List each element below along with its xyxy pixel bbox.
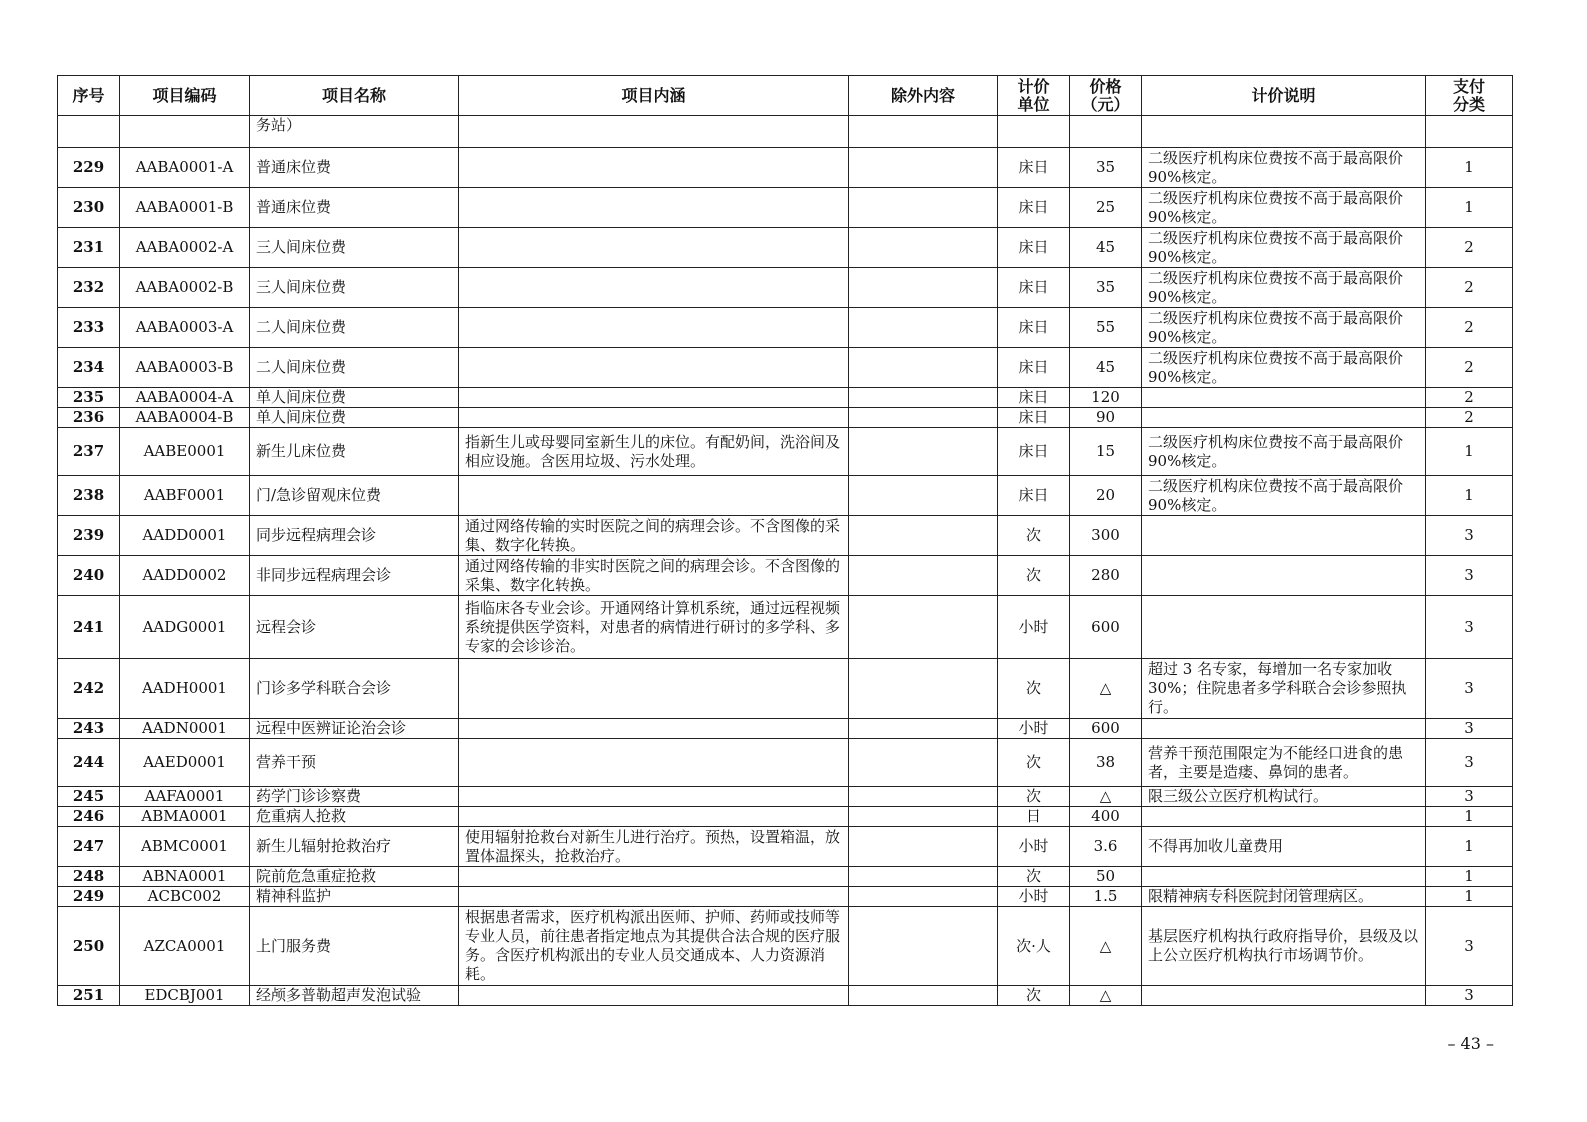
cell-content xyxy=(459,659,849,719)
cell-seq: 229 xyxy=(58,148,120,188)
cell-note: 二级医疗机构床位费按不高于最高限价 90%核定。 xyxy=(1142,228,1426,268)
cell-content: 指新生儿或母婴同室新生儿的床位。有配奶间，洗浴间及相应设施。含医用垃圾、污水处理。 xyxy=(459,428,849,476)
price-table xyxy=(57,75,1513,1006)
cell-note xyxy=(1142,388,1426,408)
cell-name: 同步远程病理会诊 xyxy=(250,516,459,556)
cell-pay: 2 xyxy=(1426,268,1513,308)
cell-pay: 3 xyxy=(1426,986,1513,1006)
cell-note: 二级医疗机构床位费按不高于最高限价 90%核定。 xyxy=(1142,348,1426,388)
cell-seq: 243 xyxy=(58,719,120,739)
cell-price: 400 xyxy=(1070,807,1142,827)
cell-name: 普通床位费 xyxy=(250,148,459,188)
cell-code: AABA0004-B xyxy=(120,408,250,428)
cell-price: 300 xyxy=(1070,516,1142,556)
cell-pay: 3 xyxy=(1426,556,1513,596)
cell-seq: 232 xyxy=(58,268,120,308)
cell-price: 55 xyxy=(1070,308,1142,348)
cell-unit: 次 xyxy=(998,739,1070,787)
cell-name: 非同步远程病理会诊 xyxy=(250,556,459,596)
cell-name: 二人间床位费 xyxy=(250,348,459,388)
table-row xyxy=(58,807,1513,827)
cell-name: 药学门诊诊察费 xyxy=(250,787,459,807)
table-row xyxy=(58,556,1513,596)
cell-price: 50 xyxy=(1070,867,1142,887)
cell-price: 38 xyxy=(1070,739,1142,787)
table-row xyxy=(58,268,1513,308)
cell-unit: 次 xyxy=(998,867,1070,887)
cell-pay: 1 xyxy=(1426,807,1513,827)
cell-pay: 2 xyxy=(1426,388,1513,408)
cell-name: 务站） xyxy=(250,116,459,148)
cell-unit: 次 xyxy=(998,986,1070,1006)
cell-price: 120 xyxy=(1070,388,1142,408)
table-row xyxy=(58,596,1513,659)
cell-code: AADD0001 xyxy=(120,516,250,556)
cell-content xyxy=(459,268,849,308)
cell-content: 使用辐射抢救台对新生儿进行治疗。预热，设置箱温，放置体温探头，抢救治疗。 xyxy=(459,827,849,867)
cell-content xyxy=(459,148,849,188)
cell-pay: 3 xyxy=(1426,516,1513,556)
cell-note: 二级医疗机构床位费按不高于最高限价 90%核定。 xyxy=(1142,268,1426,308)
table-row xyxy=(58,887,1513,907)
cell-content xyxy=(459,348,849,388)
cell-exclusion xyxy=(849,867,998,887)
cell-code: AABA0002-A xyxy=(120,228,250,268)
cell-unit: 次 xyxy=(998,787,1070,807)
cell-exclusion xyxy=(849,516,998,556)
table-row xyxy=(58,986,1513,1006)
cell-seq: 245 xyxy=(58,787,120,807)
cell-name: 危重病人抢救 xyxy=(250,807,459,827)
cell-note: 二级医疗机构床位费按不高于最高限价 90%核定。 xyxy=(1142,476,1426,516)
table-row xyxy=(58,907,1513,986)
cell-exclusion xyxy=(849,116,998,148)
cell-pay: 2 xyxy=(1426,308,1513,348)
cell-price: 35 xyxy=(1070,148,1142,188)
cell-exclusion xyxy=(849,476,998,516)
cell-note: 不得再加收儿童费用 xyxy=(1142,827,1426,867)
cell-unit: 小时 xyxy=(998,887,1070,907)
cell-exclusion xyxy=(849,348,998,388)
cell-code: ABMA0001 xyxy=(120,807,250,827)
cell-code: AADN0001 xyxy=(120,719,250,739)
cell-note: 限三级公立医疗机构试行。 xyxy=(1142,787,1426,807)
cell-note: 二级医疗机构床位费按不高于最高限价 90%核定。 xyxy=(1142,188,1426,228)
cell-code: AABF0001 xyxy=(120,476,250,516)
cell-pay: 3 xyxy=(1426,787,1513,807)
cell-code: EDCBJ001 xyxy=(120,986,250,1006)
cell-note: 二级医疗机构床位费按不高于最高限价 90%核定。 xyxy=(1142,308,1426,348)
cell-unit: 床日 xyxy=(998,308,1070,348)
cell-unit: 次 xyxy=(998,516,1070,556)
cell-content xyxy=(459,476,849,516)
cell-content xyxy=(459,228,849,268)
cell-seq: 238 xyxy=(58,476,120,516)
table-row xyxy=(58,739,1513,787)
cell-unit: 床日 xyxy=(998,228,1070,268)
cell-note xyxy=(1142,807,1426,827)
table-row xyxy=(58,516,1513,556)
cell-seq: 241 xyxy=(58,596,120,659)
cell-note xyxy=(1142,116,1426,148)
cell-note xyxy=(1142,556,1426,596)
table-row xyxy=(58,719,1513,739)
cell-exclusion xyxy=(849,408,998,428)
cell-seq: 247 xyxy=(58,827,120,867)
cell-name: 单人间床位费 xyxy=(250,408,459,428)
cell-name: 院前危急重症抢救 xyxy=(250,867,459,887)
cell-seq: 237 xyxy=(58,428,120,476)
cell-exclusion xyxy=(849,739,998,787)
cell-unit: 床日 xyxy=(998,388,1070,408)
cell-note: 二级医疗机构床位费按不高于最高限价 90%核定。 xyxy=(1142,148,1426,188)
cell-price: 600 xyxy=(1070,596,1142,659)
cell-content xyxy=(459,787,849,807)
cell-unit: 床日 xyxy=(998,348,1070,388)
cell-code: ACBC002 xyxy=(120,887,250,907)
cell-price: 600 xyxy=(1070,719,1142,739)
cell-content xyxy=(459,739,849,787)
cell-exclusion xyxy=(849,719,998,739)
cell-name: 二人间床位费 xyxy=(250,308,459,348)
cell-seq: 246 xyxy=(58,807,120,827)
cell-content xyxy=(459,887,849,907)
cell-price: △ xyxy=(1070,659,1142,719)
cell-price: △ xyxy=(1070,986,1142,1006)
cell-name: 新生儿辐射抢救治疗 xyxy=(250,827,459,867)
cell-pay: 1 xyxy=(1426,188,1513,228)
cell-name: 上门服务费 xyxy=(250,907,459,986)
cell-unit xyxy=(998,116,1070,148)
cell-note: 超过 3 名专家，每增加一名专家加收 30%；住院患者多学科联合会诊参照执行。 xyxy=(1142,659,1426,719)
cell-unit: 床日 xyxy=(998,428,1070,476)
cell-content xyxy=(459,719,849,739)
table-row xyxy=(58,348,1513,388)
cell-exclusion xyxy=(849,556,998,596)
cell-price: 15 xyxy=(1070,428,1142,476)
cell-unit: 次·人 xyxy=(998,907,1070,986)
cell-pay xyxy=(1426,116,1513,148)
cell-code: ABNA0001 xyxy=(120,867,250,887)
cell-content xyxy=(459,188,849,228)
cell-price: 45 xyxy=(1070,348,1142,388)
cell-name: 三人间床位费 xyxy=(250,268,459,308)
cell-content xyxy=(459,408,849,428)
cell-price: 45 xyxy=(1070,228,1142,268)
cell-code: AAED0001 xyxy=(120,739,250,787)
cell-unit: 床日 xyxy=(998,148,1070,188)
header-name: 项目名称 xyxy=(250,76,459,116)
cell-exclusion xyxy=(849,228,998,268)
cell-exclusion xyxy=(849,388,998,408)
cell-exclusion xyxy=(849,268,998,308)
cell-note: 限精神病专科医院封闭管理病区。 xyxy=(1142,887,1426,907)
cell-exclusion xyxy=(849,308,998,348)
cell-seq: 248 xyxy=(58,867,120,887)
cell-unit: 床日 xyxy=(998,188,1070,228)
cell-content xyxy=(459,986,849,1006)
cell-unit: 床日 xyxy=(998,408,1070,428)
cell-price: 20 xyxy=(1070,476,1142,516)
cell-exclusion xyxy=(849,807,998,827)
table-row xyxy=(58,408,1513,428)
cell-unit: 次 xyxy=(998,556,1070,596)
cell-seq: 244 xyxy=(58,739,120,787)
cell-name: 门/急诊留观床位费 xyxy=(250,476,459,516)
cell-code: AADG0001 xyxy=(120,596,250,659)
cell-content xyxy=(459,116,849,148)
cell-seq: 230 xyxy=(58,188,120,228)
cell-note xyxy=(1142,408,1426,428)
table-row xyxy=(58,148,1513,188)
cell-pay: 1 xyxy=(1426,887,1513,907)
table-row xyxy=(58,827,1513,867)
page-number: – 43 – xyxy=(1447,1034,1494,1053)
cell-content xyxy=(459,388,849,408)
cell-note xyxy=(1142,596,1426,659)
cell-pay: 1 xyxy=(1426,827,1513,867)
cell-price: △ xyxy=(1070,787,1142,807)
cell-name: 三人间床位费 xyxy=(250,228,459,268)
cell-content: 通过网络传输的实时医院之间的病理会诊。不含图像的采集、数字化转换。 xyxy=(459,516,849,556)
cell-content: 通过网络传输的非实时医院之间的病理会诊。不含图像的采集、数字化转换。 xyxy=(459,556,849,596)
cell-pay: 2 xyxy=(1426,408,1513,428)
cell-name: 精神科监护 xyxy=(250,887,459,907)
cell-unit: 小时 xyxy=(998,596,1070,659)
cell-code: AABA0004-A xyxy=(120,388,250,408)
cell-name: 门诊多学科联合会诊 xyxy=(250,659,459,719)
cell-pay: 3 xyxy=(1426,739,1513,787)
cell-price: 3.6 xyxy=(1070,827,1142,867)
cell-price: 280 xyxy=(1070,556,1142,596)
cell-code: AAFA0001 xyxy=(120,787,250,807)
cell-exclusion xyxy=(849,986,998,1006)
table-row xyxy=(58,867,1513,887)
cell-seq: 242 xyxy=(58,659,120,719)
cell-seq: 234 xyxy=(58,348,120,388)
cell-pay: 1 xyxy=(1426,867,1513,887)
table-row xyxy=(58,476,1513,516)
cell-code: AABA0002-B xyxy=(120,268,250,308)
cell-code: ABMC0001 xyxy=(120,827,250,867)
cell-exclusion xyxy=(849,659,998,719)
table-row xyxy=(58,388,1513,408)
cell-name: 经颅多普勒超声发泡试验 xyxy=(250,986,459,1006)
cell-pay: 1 xyxy=(1426,428,1513,476)
table-row xyxy=(58,116,1513,148)
cell-seq: 239 xyxy=(58,516,120,556)
cell-code: AZCA0001 xyxy=(120,907,250,986)
cell-pay: 2 xyxy=(1426,348,1513,388)
cell-seq: 251 xyxy=(58,986,120,1006)
cell-exclusion xyxy=(849,827,998,867)
header-note: 计价说明 xyxy=(1142,76,1426,116)
cell-name: 远程会诊 xyxy=(250,596,459,659)
cell-seq: 236 xyxy=(58,408,120,428)
cell-code: AABA0001-B xyxy=(120,188,250,228)
header-exclusion: 除外内容 xyxy=(849,76,998,116)
cell-seq: 249 xyxy=(58,887,120,907)
table-row xyxy=(58,228,1513,268)
cell-content xyxy=(459,308,849,348)
cell-pay: 1 xyxy=(1426,148,1513,188)
cell-exclusion xyxy=(849,887,998,907)
cell-exclusion xyxy=(849,428,998,476)
cell-price: 1.5 xyxy=(1070,887,1142,907)
cell-pay: 1 xyxy=(1426,476,1513,516)
cell-code: AADH0001 xyxy=(120,659,250,719)
cell-pay: 3 xyxy=(1426,596,1513,659)
cell-seq: 240 xyxy=(58,556,120,596)
table-row xyxy=(58,659,1513,719)
cell-pay: 2 xyxy=(1426,228,1513,268)
cell-name: 新生儿床位费 xyxy=(250,428,459,476)
cell-unit: 小时 xyxy=(998,719,1070,739)
cell-exclusion xyxy=(849,188,998,228)
cell-note xyxy=(1142,719,1426,739)
cell-seq: 250 xyxy=(58,907,120,986)
header-price: 价格 （元） xyxy=(1070,76,1142,116)
cell-note xyxy=(1142,867,1426,887)
cell-unit: 床日 xyxy=(998,268,1070,308)
cell-seq: 233 xyxy=(58,308,120,348)
cell-price: 25 xyxy=(1070,188,1142,228)
cell-code: AABA0001-A xyxy=(120,148,250,188)
table-row xyxy=(58,787,1513,807)
cell-name: 远程中医辨证论治会诊 xyxy=(250,719,459,739)
cell-unit: 床日 xyxy=(998,476,1070,516)
table-row xyxy=(58,428,1513,476)
cell-unit: 小时 xyxy=(998,827,1070,867)
cell-name: 营养干预 xyxy=(250,739,459,787)
cell-price: △ xyxy=(1070,907,1142,986)
cell-seq xyxy=(58,116,120,148)
cell-name: 普通床位费 xyxy=(250,188,459,228)
header-unit: 计价 单位 xyxy=(998,76,1070,116)
cell-code: AABA0003-A xyxy=(120,308,250,348)
cell-pay: 3 xyxy=(1426,659,1513,719)
cell-seq: 235 xyxy=(58,388,120,408)
cell-price: 35 xyxy=(1070,268,1142,308)
cell-content: 根据患者需求，医疗机构派出医师、护师、药师或技师等专业人员，前往患者指定地点为其提供合法合规的医疗服务。含医疗机构派出的专业人员交通成本、人力资源消耗。 xyxy=(459,907,849,986)
cell-unit: 次 xyxy=(998,659,1070,719)
cell-note xyxy=(1142,986,1426,1006)
cell-content xyxy=(459,807,849,827)
cell-exclusion xyxy=(849,907,998,986)
cell-name: 单人间床位费 xyxy=(250,388,459,408)
cell-note xyxy=(1142,516,1426,556)
cell-content xyxy=(459,867,849,887)
header-seq: 序号 xyxy=(58,76,120,116)
cell-price xyxy=(1070,116,1142,148)
cell-pay: 3 xyxy=(1426,719,1513,739)
cell-note: 二级医疗机构床位费按不高于最高限价 90%核定。 xyxy=(1142,428,1426,476)
cell-code: AADD0002 xyxy=(120,556,250,596)
header-code: 项目编码 xyxy=(120,76,250,116)
table-header-row xyxy=(58,76,1513,116)
header-pay: 支付 分类 xyxy=(1426,76,1513,116)
cell-price: 90 xyxy=(1070,408,1142,428)
table-row xyxy=(58,188,1513,228)
cell-code xyxy=(120,116,250,148)
cell-content: 指临床各专业会诊。开通网络计算机系统，通过远程视频系统提供医学资料，对患者的病情进行研讨的多学科、多专家的会诊诊治。 xyxy=(459,596,849,659)
cell-note: 基层医疗机构执行政府指导价，县级及以上公立医疗机构执行市场调节价。 xyxy=(1142,907,1426,986)
table-row xyxy=(58,308,1513,348)
cell-unit: 日 xyxy=(998,807,1070,827)
header-content: 项目内涵 xyxy=(459,76,849,116)
cell-note: 营养干预范围限定为不能经口进食的患者，主要是造瘘、鼻饲的患者。 xyxy=(1142,739,1426,787)
cell-exclusion xyxy=(849,787,998,807)
cell-exclusion xyxy=(849,148,998,188)
cell-seq: 231 xyxy=(58,228,120,268)
cell-code: AABE0001 xyxy=(120,428,250,476)
cell-pay: 3 xyxy=(1426,907,1513,986)
cell-exclusion xyxy=(849,596,998,659)
cell-code: AABA0003-B xyxy=(120,348,250,388)
